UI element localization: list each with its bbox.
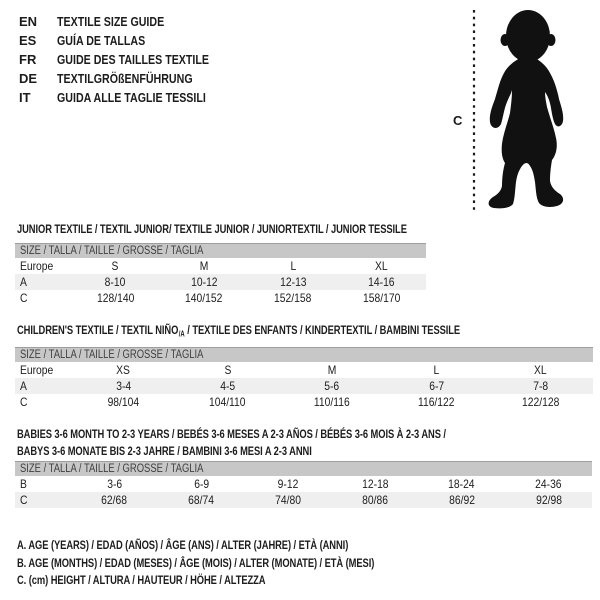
section-table-babies	[15, 461, 592, 508]
section-title-junior: JUNIOR TEXTILE / TEXTIL JUNIOR/ TEXTILE JUNIOR / JUNIORTEXTIL / JUNIOR TESSILE	[17, 222, 407, 236]
section-title-babies: BABIES 3-6 MONTH TO 2-3 YEARS / BEBÉS 3-6 MESES A 2-3 AÑOS / BÉBÉS 3-6 MOIS À 2-3 ANS / BABYS 3-6 MONATE BIS 2-3 JAHRE / BAMBINI 3-6 MESI A 2-3 ANNI	[17, 427, 446, 458]
section-table-junior	[15, 243, 426, 306]
language-title: GUÍA DE TALLAS	[57, 33, 146, 48]
table-cell: 98/104	[107, 395, 139, 409]
table-cell: 9-12	[277, 477, 299, 491]
language-code: ES	[19, 33, 37, 48]
table-cell: 7-8	[533, 379, 549, 393]
toddler-silhouette-icon	[489, 10, 564, 208]
table-cell: 24-36	[535, 477, 562, 491]
table-cell: 10-12	[190, 275, 218, 289]
table-cell: 80/86	[361, 493, 388, 507]
row-label: B	[20, 477, 27, 491]
table-row	[15, 492, 592, 508]
table-cell: XL	[375, 259, 388, 273]
table-cell: 104/110	[209, 395, 246, 409]
row-label: A	[20, 275, 27, 289]
table-cell: XL	[534, 363, 548, 377]
language-code: EN	[19, 14, 38, 29]
row-label: C	[20, 291, 28, 305]
table-cell: 92/98	[535, 493, 562, 507]
table-size-header: SIZE / TALLA / TAILLE / GRÖSSE / TAGLIA	[15, 243, 426, 258]
legend-line-b: B. AGE (MONTHS) / EDAD (MESES) / ÂGE (MOIS) / ALTER (MONATE) / ETÀ (MESI)	[17, 555, 375, 570]
table-row	[15, 378, 593, 394]
legend-line-a: A. AGE (YEARS) / EDAD (AÑOS) / ÂGE (ANS) / ALTER (JAHRE) / ETÀ (ANNI)	[17, 538, 349, 552]
language-title: GUIDE DES TAILLES TEXTILE	[57, 52, 210, 67]
table-cell: 3-4	[115, 379, 131, 393]
section-title-children: CHILDREN'S TEXTILE / TEXTIL NIÑO/A / TEXTILE DES ENFANTS / KINDERTEXTIL / BAMBINI TESSILE	[17, 322, 585, 340]
table-cell: 128/140	[96, 291, 135, 305]
row-label: C	[20, 395, 28, 409]
language-row-fr	[19, 50, 242, 69]
table-cell: 116/122	[418, 395, 455, 409]
row-label: Europe	[20, 363, 54, 377]
table-cell: 74/80	[275, 493, 301, 507]
language-row-it	[19, 88, 242, 107]
table-row	[15, 258, 426, 274]
table-cell: 4-5	[220, 379, 236, 393]
table-row	[15, 274, 426, 290]
language-row-de	[19, 69, 242, 88]
subscript-a: /A	[178, 328, 185, 339]
toddler-silhouette-figure	[440, 4, 600, 220]
size-table-rows	[15, 362, 593, 410]
table-cell: 158/170	[362, 291, 401, 305]
row-label: C	[20, 493, 28, 507]
table-cell: 5-6	[324, 379, 340, 393]
table-size-header: SIZE / TALLA / TAILLE / GRÖSSE / TAGLIA	[15, 461, 592, 476]
language-code: DE	[19, 71, 38, 86]
table-cell: 18-24	[448, 477, 475, 491]
table-cell: 6-7	[428, 379, 444, 393]
table-cell: L	[289, 259, 296, 273]
language-list	[19, 12, 242, 107]
table-cell: 62/68	[101, 493, 128, 507]
table-cell: 14-16	[368, 275, 395, 289]
table-cell: 3-6	[106, 477, 122, 491]
table-cell: 8-10	[105, 275, 126, 289]
table-cell: 122/128	[522, 395, 560, 409]
table-row	[15, 362, 593, 378]
language-code: FR	[19, 52, 37, 67]
language-code: IT	[19, 90, 31, 105]
table-cell: S	[111, 259, 119, 273]
legend	[17, 537, 475, 590]
row-label: A	[20, 379, 27, 393]
legend-line-c: C. (cm) HEIGHT / ALTURA / HAUTEUR / HÖHE / ALTEZZA	[17, 573, 266, 587]
table-cell: 110/116	[314, 395, 350, 409]
table-cell: S	[224, 363, 232, 377]
table-cell: 12-13	[279, 275, 307, 289]
language-row-es	[19, 31, 242, 50]
table-cell: 140/152	[185, 291, 223, 305]
section-table-children	[15, 347, 593, 410]
language-title: TEXTILE SIZE GUIDE	[57, 14, 165, 29]
table-row	[15, 394, 593, 410]
table-cell: M	[199, 259, 209, 273]
language-title: GUIDA ALLE TAGLIE TESSILI	[57, 90, 206, 105]
table-row	[15, 290, 426, 306]
height-label-c: C	[453, 113, 463, 128]
size-table-rows	[15, 476, 592, 508]
table-cell: 68/74	[188, 493, 215, 507]
table-cell: 152/158	[274, 291, 312, 305]
language-title: TEXTILGRÖßENFÜHRUNG	[57, 71, 193, 86]
table-cell: 12-18	[361, 477, 389, 491]
language-row-en	[19, 12, 242, 31]
row-label: Europe	[20, 259, 54, 273]
table-cell: 6-9	[193, 477, 209, 491]
table-row	[15, 476, 592, 492]
table-cell: 86/92	[448, 493, 475, 507]
table-cell: L	[433, 363, 440, 377]
size-table-rows	[15, 258, 426, 306]
table-size-header: SIZE / TALLA / TAILLE / GRÖSSE / TAGLIA	[15, 347, 593, 362]
table-cell: M	[327, 363, 337, 377]
table-cell: XS	[116, 363, 131, 377]
